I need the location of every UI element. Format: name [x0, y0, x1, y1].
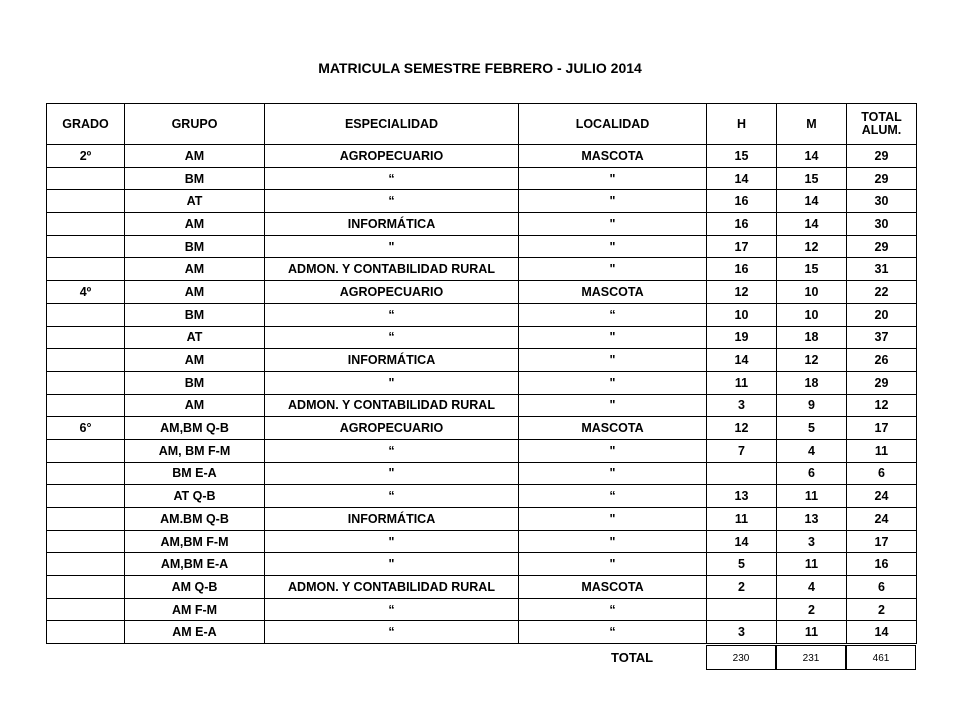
localidad-cell: " — [519, 394, 707, 417]
m-cell: 12 — [777, 349, 847, 372]
grado-cell — [47, 485, 125, 508]
column-header: M — [777, 104, 847, 145]
grado-cell: 4º — [47, 281, 125, 304]
enrollment-table — [46, 103, 917, 644]
h-cell: 16 — [707, 190, 777, 213]
especialidad-cell: " — [265, 371, 519, 394]
h-cell: 10 — [707, 303, 777, 326]
table-row — [47, 235, 917, 258]
localidad-cell: " — [519, 439, 707, 462]
total-cell: 26 — [847, 349, 917, 372]
table-row — [47, 417, 917, 440]
grado-cell — [47, 576, 125, 599]
especialidad-cell: “ — [265, 598, 519, 621]
total-cell: 37 — [847, 326, 917, 349]
grado-cell — [47, 303, 125, 326]
table-row — [47, 394, 917, 417]
especialidad-cell: “ — [265, 190, 519, 213]
h-cell — [707, 598, 777, 621]
table-row — [47, 439, 917, 462]
h-cell: 15 — [707, 145, 777, 168]
m-cell: 10 — [777, 303, 847, 326]
localidad-cell: “ — [519, 485, 707, 508]
grado-cell — [47, 167, 125, 190]
grupo-cell: AM, BM F-M — [125, 439, 265, 462]
table-row — [47, 621, 917, 644]
especialidad-cell: “ — [265, 485, 519, 508]
column-header: LOCALIDAD — [519, 104, 707, 145]
localidad-cell: “ — [519, 598, 707, 621]
localidad-cell: " — [519, 530, 707, 553]
grupo-cell: AM E-A — [125, 621, 265, 644]
m-cell: 11 — [777, 621, 847, 644]
total-cell: 20 — [847, 303, 917, 326]
grupo-cell: AM.BM Q-B — [125, 508, 265, 531]
m-cell: 18 — [777, 371, 847, 394]
table-body — [47, 145, 917, 644]
especialidad-cell: “ — [265, 303, 519, 326]
total-cell: 24 — [847, 485, 917, 508]
localidad-cell: " — [519, 508, 707, 531]
localidad-cell: " — [519, 326, 707, 349]
total-cell: 12 — [847, 394, 917, 417]
m-cell: 14 — [777, 213, 847, 236]
grupo-cell: AM — [125, 281, 265, 304]
h-cell: 13 — [707, 485, 777, 508]
grupo-cell: BM E-A — [125, 462, 265, 485]
localidad-cell: “ — [519, 621, 707, 644]
h-cell: 16 — [707, 213, 777, 236]
m-cell: 15 — [777, 167, 847, 190]
grado-cell — [47, 394, 125, 417]
grado-cell — [47, 190, 125, 213]
grupo-cell: AM — [125, 258, 265, 281]
especialidad-cell: ADMON. Y CONTABILIDAD RURAL — [265, 576, 519, 599]
total-alum: 461 — [846, 645, 916, 670]
localidad-cell: MASCOTA — [519, 145, 707, 168]
localidad-cell: " — [519, 553, 707, 576]
localidad-cell: " — [519, 349, 707, 372]
h-cell: 11 — [707, 508, 777, 531]
table-row — [47, 303, 917, 326]
grupo-cell: AT Q-B — [125, 485, 265, 508]
table-row — [47, 213, 917, 236]
h-cell — [707, 462, 777, 485]
especialidad-cell: AGROPECUARIO — [265, 281, 519, 304]
total-cell: 31 — [847, 258, 917, 281]
m-cell: 2 — [777, 598, 847, 621]
especialidad-cell: “ — [265, 621, 519, 644]
h-cell: 2 — [707, 576, 777, 599]
column-header: GRADO — [47, 104, 125, 145]
grado-cell — [47, 258, 125, 281]
grupo-cell: AM — [125, 213, 265, 236]
localidad-cell: " — [519, 462, 707, 485]
localidad-cell: " — [519, 213, 707, 236]
total-cell: 6 — [847, 576, 917, 599]
grado-cell — [47, 553, 125, 576]
localidad-cell: " — [519, 235, 707, 258]
m-cell: 11 — [777, 485, 847, 508]
localidad-cell: " — [519, 167, 707, 190]
especialidad-cell: AGROPECUARIO — [265, 417, 519, 440]
grupo-cell: BM — [125, 235, 265, 258]
h-cell: 12 — [707, 417, 777, 440]
table-row — [47, 190, 917, 213]
table-row — [47, 508, 917, 531]
grado-cell — [47, 326, 125, 349]
grupo-cell: AM,BM E-A — [125, 553, 265, 576]
total-cell: 6 — [847, 462, 917, 485]
especialidad-cell: “ — [265, 326, 519, 349]
total-cell: 16 — [847, 553, 917, 576]
table-header-row — [47, 104, 917, 145]
table-row — [47, 326, 917, 349]
grado-cell: 6° — [47, 417, 125, 440]
h-cell: 17 — [707, 235, 777, 258]
m-cell: 6 — [777, 462, 847, 485]
localidad-cell: " — [519, 190, 707, 213]
column-header: H — [707, 104, 777, 145]
grupo-cell: AM — [125, 349, 265, 372]
grupo-cell: AM — [125, 145, 265, 168]
grupo-cell: AT — [125, 326, 265, 349]
h-cell: 14 — [707, 530, 777, 553]
total-m: 231 — [776, 645, 846, 670]
page-title: MATRICULA SEMESTRE FEBRERO - JULIO 2014 — [318, 60, 642, 76]
h-cell: 11 — [707, 371, 777, 394]
grupo-cell: AM — [125, 394, 265, 417]
m-cell: 10 — [777, 281, 847, 304]
grupo-cell: BM — [125, 303, 265, 326]
table-row — [47, 349, 917, 372]
especialidad-cell: INFORMÁTICA — [265, 508, 519, 531]
m-cell: 14 — [777, 145, 847, 168]
h-cell: 14 — [707, 349, 777, 372]
total-cell: 30 — [847, 213, 917, 236]
grupo-cell: AM Q-B — [125, 576, 265, 599]
m-cell: 9 — [777, 394, 847, 417]
m-cell: 18 — [777, 326, 847, 349]
grado-cell: 2º — [47, 145, 125, 168]
h-cell: 19 — [707, 326, 777, 349]
grupo-cell: AM,BM F-M — [125, 530, 265, 553]
total-cell: 30 — [847, 190, 917, 213]
h-cell: 14 — [707, 167, 777, 190]
grado-cell — [47, 349, 125, 372]
grupo-cell: BM — [125, 167, 265, 190]
grado-cell — [47, 235, 125, 258]
total-cell: 17 — [847, 530, 917, 553]
grado-cell — [47, 462, 125, 485]
especialidad-cell: INFORMÁTICA — [265, 349, 519, 372]
total-cell: 17 — [847, 417, 917, 440]
localidad-cell: " — [519, 258, 707, 281]
grado-cell — [47, 371, 125, 394]
localidad-cell: MASCOTA — [519, 417, 707, 440]
total-cell: 29 — [847, 145, 917, 168]
column-header: TOTAL ALUM. — [847, 104, 917, 145]
table-row — [47, 167, 917, 190]
especialidad-cell: “ — [265, 439, 519, 462]
grupo-cell: AM,BM Q-B — [125, 417, 265, 440]
especialidad-cell: " — [265, 530, 519, 553]
total-h: 230 — [706, 645, 776, 670]
grupo-cell: AT — [125, 190, 265, 213]
especialidad-cell: " — [265, 462, 519, 485]
grupo-cell: BM — [125, 371, 265, 394]
table-row — [47, 281, 917, 304]
m-cell: 14 — [777, 190, 847, 213]
especialidad-cell: " — [265, 235, 519, 258]
total-cell: 14 — [847, 621, 917, 644]
h-cell: 5 — [707, 553, 777, 576]
table-row — [47, 598, 917, 621]
especialidad-cell: ADMON. Y CONTABILIDAD RURAL — [265, 394, 519, 417]
m-cell: 12 — [777, 235, 847, 258]
especialidad-cell: “ — [265, 167, 519, 190]
grado-cell — [47, 439, 125, 462]
m-cell: 4 — [777, 576, 847, 599]
table-row — [47, 371, 917, 394]
m-cell: 3 — [777, 530, 847, 553]
localidad-cell: MASCOTA — [519, 281, 707, 304]
h-cell: 12 — [707, 281, 777, 304]
grado-cell — [47, 530, 125, 553]
m-cell: 11 — [777, 553, 847, 576]
column-header: ESPECIALIDAD — [265, 104, 519, 145]
table-row — [47, 553, 917, 576]
h-cell: 16 — [707, 258, 777, 281]
especialidad-cell: " — [265, 553, 519, 576]
grado-cell — [47, 213, 125, 236]
grado-cell — [47, 508, 125, 531]
m-cell: 4 — [777, 439, 847, 462]
table-row — [47, 145, 917, 168]
table-row — [47, 462, 917, 485]
table-row — [47, 485, 917, 508]
total-cell: 2 — [847, 598, 917, 621]
total-cell: 22 — [847, 281, 917, 304]
total-cell: 29 — [847, 371, 917, 394]
m-cell: 15 — [777, 258, 847, 281]
especialidad-cell: AGROPECUARIO — [265, 145, 519, 168]
column-header: GRUPO — [125, 104, 265, 145]
especialidad-cell: ADMON. Y CONTABILIDAD RURAL — [265, 258, 519, 281]
total-label: TOTAL — [611, 650, 654, 665]
total-cell: 29 — [847, 167, 917, 190]
localidad-cell: “ — [519, 303, 707, 326]
localidad-cell: MASCOTA — [519, 576, 707, 599]
m-cell: 5 — [777, 417, 847, 440]
total-cell: 24 — [847, 508, 917, 531]
h-cell: 3 — [707, 621, 777, 644]
especialidad-cell: INFORMÁTICA — [265, 213, 519, 236]
h-cell: 3 — [707, 394, 777, 417]
table-row — [47, 258, 917, 281]
m-cell: 13 — [777, 508, 847, 531]
total-cell: 11 — [847, 439, 917, 462]
grado-cell — [47, 598, 125, 621]
table-row — [47, 530, 917, 553]
grupo-cell: AM F-M — [125, 598, 265, 621]
grado-cell — [47, 621, 125, 644]
totals-row — [46, 645, 916, 670]
h-cell: 7 — [707, 439, 777, 462]
localidad-cell: " — [519, 371, 707, 394]
table-row — [47, 576, 917, 599]
total-cell: 29 — [847, 235, 917, 258]
